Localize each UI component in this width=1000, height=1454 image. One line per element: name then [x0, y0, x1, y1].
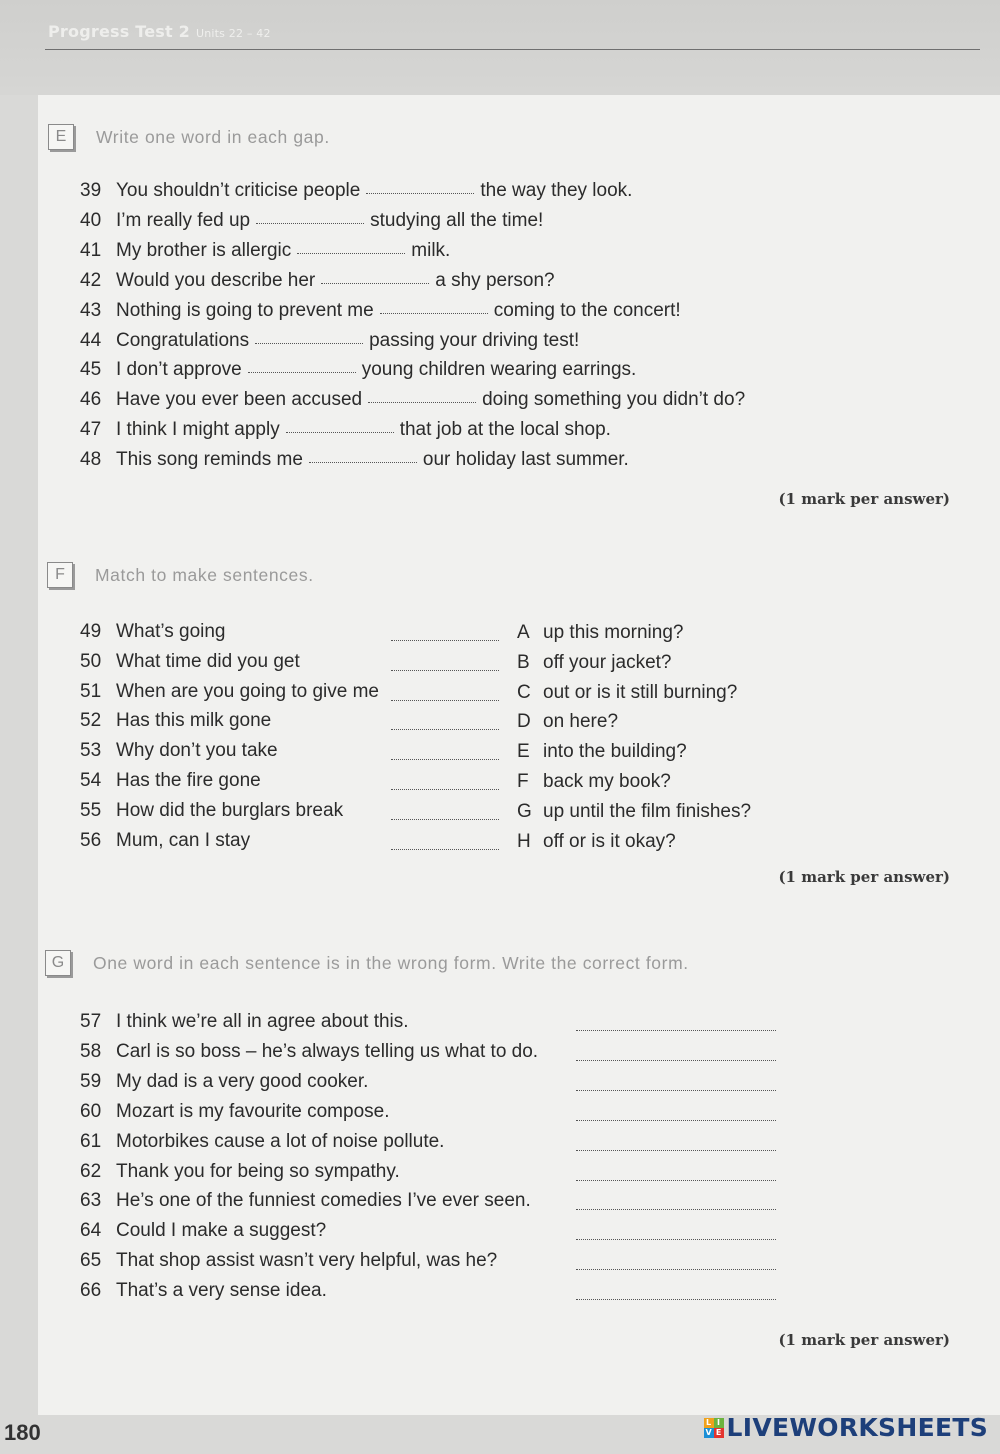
- sentence-end: that job at the local shop.: [399, 419, 611, 441]
- section-g-instruction: One word in each sentence is in the wrong form. Write the correct form.: [93, 952, 689, 973]
- option-text: off your jacket?: [543, 651, 672, 673]
- sentence-text: Motorbikes cause a lot of noise pollute.: [116, 1130, 445, 1152]
- question-number: 53: [80, 740, 102, 762]
- answer-gap[interactable]: [366, 193, 474, 194]
- match-option: [517, 711, 618, 733]
- sentence-start: I’m really fed up: [116, 209, 251, 231]
- answer-gap[interactable]: [286, 432, 394, 433]
- section-f-heading: [47, 562, 314, 588]
- question-number: 42: [80, 269, 102, 291]
- section-g-heading: [45, 950, 689, 976]
- option-text: back my book?: [543, 771, 671, 792]
- sentence-start: What’s going: [116, 621, 226, 642]
- question-number: 61: [80, 1130, 102, 1152]
- gap-fill-item: [80, 389, 745, 411]
- correct-form-answer-line[interactable]: [576, 1299, 776, 1300]
- question-number: 48: [80, 449, 102, 471]
- section-e-heading: [48, 124, 330, 150]
- question-number: 54: [80, 770, 102, 791]
- word-form-item: [80, 1011, 409, 1033]
- answer-gap[interactable]: [309, 462, 417, 463]
- question-number: 62: [80, 1160, 102, 1182]
- gap-fill-item: [80, 270, 555, 292]
- page-number: 180: [4, 1420, 41, 1445]
- liveworksheets-brand[interactable]: [704, 1413, 988, 1442]
- match-item: [80, 710, 271, 732]
- match-option: [517, 682, 737, 704]
- match-answer-gap[interactable]: [391, 759, 499, 760]
- answer-gap[interactable]: [380, 313, 488, 314]
- word-form-item: [80, 1131, 444, 1153]
- correct-form-answer-line[interactable]: [576, 1060, 776, 1061]
- match-item: [80, 830, 250, 852]
- question-number: 41: [80, 239, 102, 261]
- section-f-mark-note: (1 mark per answer): [778, 868, 950, 886]
- sentence-start: What time did you get: [116, 650, 300, 672]
- answer-gap[interactable]: [368, 402, 476, 403]
- sentence-end: our holiday last summer.: [422, 449, 629, 471]
- sentence-text: He’s one of the funniest comedies I’ve ever seen.: [116, 1190, 531, 1212]
- answer-gap[interactable]: [321, 283, 429, 284]
- option-letter: E: [517, 741, 530, 763]
- sentence-end: the way they look.: [480, 180, 633, 201]
- question-number: 55: [80, 799, 102, 821]
- sentence-text: I think we’re all in agree about this.: [116, 1011, 409, 1032]
- option-letter: F: [517, 771, 529, 792]
- match-answer-gap[interactable]: [391, 789, 499, 790]
- answer-gap[interactable]: [256, 223, 364, 224]
- question-number: 58: [80, 1040, 102, 1062]
- match-answer-gap[interactable]: [391, 729, 499, 730]
- match-answer-gap[interactable]: [391, 849, 499, 850]
- logo-tile: V: [705, 1427, 712, 1437]
- sentence-start: Would you describe her: [116, 269, 316, 291]
- gap-fill-item: [80, 330, 579, 352]
- question-number: 52: [80, 710, 102, 732]
- match-item: [80, 770, 261, 792]
- sentence-end: milk.: [411, 239, 451, 261]
- option-text: out or is it still burning?: [543, 681, 738, 703]
- word-form-item: [80, 1220, 326, 1242]
- sentence-start: How did the burglars break: [116, 799, 344, 821]
- gap-fill-item: [80, 300, 681, 322]
- word-form-item: [80, 1101, 389, 1123]
- match-item: [80, 681, 379, 703]
- question-number: 57: [80, 1011, 102, 1032]
- option-letter: G: [517, 800, 532, 822]
- option-text: into the building?: [543, 741, 687, 763]
- sentence-start: You shouldn’t criticise people: [116, 180, 361, 201]
- sentence-text: Mozart is my favourite compose.: [116, 1100, 390, 1122]
- question-number: 65: [80, 1250, 102, 1272]
- word-form-item: [80, 1250, 497, 1272]
- correct-form-answer-line[interactable]: [576, 1120, 776, 1121]
- word-form-item: [80, 1071, 368, 1093]
- sentence-end: coming to the concert!: [493, 299, 681, 321]
- sentence-start: Has the fire gone: [116, 770, 261, 791]
- question-number: 47: [80, 419, 102, 441]
- question-number: 44: [80, 329, 102, 351]
- option-letter: C: [517, 681, 531, 703]
- word-form-item: [80, 1041, 538, 1063]
- sentence-start: Have you ever been accused: [116, 389, 363, 411]
- sentence-start: I don’t approve: [116, 359, 242, 381]
- gap-fill-item: [80, 180, 632, 202]
- correct-form-answer-line[interactable]: [576, 1150, 776, 1151]
- question-number: 39: [80, 180, 102, 201]
- sentence-start: Nothing is going to prevent me: [116, 299, 374, 321]
- match-answer-gap[interactable]: [391, 670, 499, 671]
- logo-tile: E: [714, 1428, 724, 1438]
- question-number: 45: [80, 359, 102, 381]
- logo-tile: L: [704, 1418, 714, 1428]
- sentence-start: This song reminds me: [116, 449, 303, 471]
- page-header-band: [0, 0, 1000, 95]
- sentence-start: Why don’t you take: [116, 740, 278, 762]
- sentence-text: Thank you for being so sympathy.: [116, 1160, 400, 1182]
- section-f-letter: F: [47, 562, 73, 588]
- question-number: 59: [80, 1070, 102, 1092]
- question-number: 66: [80, 1280, 102, 1302]
- liveworksheets-logo-icon: [704, 1418, 724, 1438]
- match-answer-gap[interactable]: [391, 700, 499, 701]
- sentence-start: I think I might apply: [116, 419, 280, 441]
- liveworksheets-wordmark: LIVEWORKSHEETS: [726, 1413, 988, 1442]
- test-title: [48, 22, 271, 41]
- question-number: 46: [80, 389, 102, 411]
- question-number: 56: [80, 829, 102, 851]
- option-letter: D: [517, 711, 531, 733]
- word-form-item: [80, 1190, 531, 1212]
- correct-form-answer-line[interactable]: [576, 1090, 776, 1091]
- match-item: [80, 740, 278, 762]
- question-number: 50: [80, 650, 102, 672]
- question-number: 49: [80, 621, 102, 642]
- gap-fill-item: [80, 419, 611, 441]
- section-g-mark-note: (1 mark per answer): [778, 1331, 950, 1349]
- sentence-text: That shop assist wasn’t very helpful, was he?: [116, 1250, 498, 1272]
- section-e-instruction: Write one word in each gap.: [96, 126, 330, 147]
- option-letter: A: [517, 622, 530, 643]
- match-option: [517, 771, 671, 793]
- option-text: on here?: [543, 711, 619, 733]
- gap-fill-item: [80, 449, 629, 471]
- gap-fill-item: [80, 359, 636, 381]
- question-number: 40: [80, 209, 102, 231]
- sentence-end: passing your driving test!: [369, 329, 580, 351]
- sentence-start: When are you going to give me: [116, 680, 379, 702]
- sentence-text: My dad is a very good cooker.: [116, 1070, 369, 1092]
- match-answer-gap[interactable]: [391, 819, 499, 820]
- match-item: [80, 651, 300, 673]
- sentence-text: Could I make a suggest?: [116, 1220, 327, 1242]
- answer-gap[interactable]: [248, 372, 356, 373]
- answer-gap[interactable]: [297, 253, 405, 254]
- match-item: [80, 800, 343, 822]
- match-option: [517, 831, 676, 853]
- word-form-item: [80, 1280, 327, 1302]
- sentence-start: Mum, can I stay: [116, 829, 251, 851]
- correct-form-answer-line[interactable]: [576, 1030, 776, 1031]
- sentence-text: Carl is so boss – he’s always telling us what to do.: [116, 1040, 539, 1062]
- sentence-end: a shy person?: [435, 269, 555, 291]
- option-text: off or is it okay?: [543, 830, 676, 852]
- section-g-letter: G: [45, 950, 71, 976]
- sentence-end: doing something you didn’t do?: [482, 389, 746, 411]
- question-number: 64: [80, 1220, 102, 1242]
- section-e-letter: E: [48, 124, 74, 150]
- match-item: [80, 621, 226, 643]
- sentence-end: studying all the time!: [370, 209, 544, 231]
- sentence-end: young children wearing earrings.: [361, 359, 637, 381]
- sentence-start: My brother is allergic: [116, 239, 292, 261]
- sentence-start: Congratulations: [116, 329, 250, 351]
- option-text: up until the film finishes?: [543, 800, 752, 822]
- match-option: [517, 622, 683, 644]
- logo-tile: I: [714, 1418, 724, 1428]
- correct-form-answer-line[interactable]: [576, 1209, 776, 1210]
- option-text: up this morning?: [543, 622, 684, 643]
- header-rule: [45, 49, 980, 50]
- question-number: 43: [80, 299, 102, 321]
- correct-form-answer-line[interactable]: [576, 1180, 776, 1181]
- question-number: 51: [80, 680, 102, 702]
- match-option: [517, 741, 687, 763]
- answer-gap[interactable]: [255, 343, 363, 344]
- option-letter: B: [517, 651, 530, 673]
- gap-fill-item: [80, 210, 543, 232]
- sentence-text: That’s a very sense idea.: [116, 1280, 327, 1302]
- word-form-item: [80, 1161, 400, 1183]
- sentence-start: Has this milk gone: [116, 710, 272, 732]
- question-number: 63: [80, 1190, 102, 1212]
- section-f-instruction: Match to make sentences.: [95, 564, 314, 585]
- test-units: Units 22 – 42: [195, 27, 271, 40]
- option-letter: H: [517, 830, 531, 852]
- match-option: [517, 652, 672, 674]
- test-title-text: Progress Test 2: [48, 22, 190, 41]
- match-option: [517, 801, 751, 823]
- correct-form-answer-line[interactable]: [576, 1239, 776, 1240]
- section-e-mark-note: (1 mark per answer): [778, 490, 950, 508]
- correct-form-answer-line[interactable]: [576, 1269, 776, 1270]
- gap-fill-item: [80, 240, 450, 262]
- question-number: 60: [80, 1100, 102, 1122]
- match-answer-gap[interactable]: [391, 640, 499, 641]
